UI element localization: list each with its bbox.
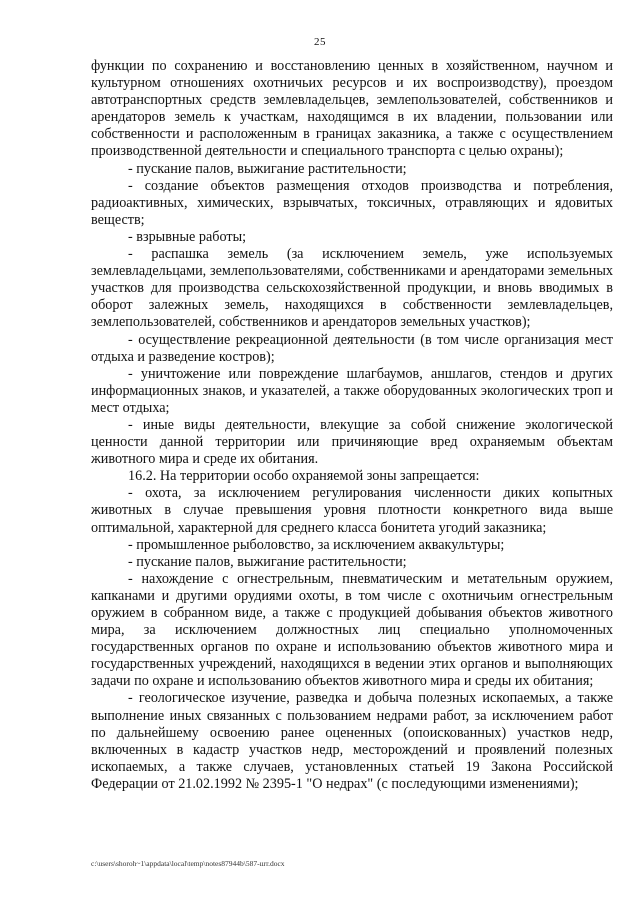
list-item: - уничтожение или повреждение шлагбаумов, аншлагов, стендов и других информационных знаков, и указателей, а также оборудованных экологических троп и мест отдыха; <box>91 365 613 416</box>
list-item: - пускание палов, выжигание растительности; <box>128 160 407 177</box>
section-heading: 16.2. На территории особо охраняемой зоны запрещается: <box>128 468 480 485</box>
list-item: - нахождение с огнестрельным, пневматическим и метательным оружием, капканами и другими орудиями охоты, в том числе с охотничьим огнестрельным оружием в собранном виде, а также с продукцией добывания объектов животного мира, за исключением должностных лиц специально уполномоченных государственных органов по охране и использованию объектов животного мира и государственных учреждений, находящихся в ведении этих органов и выполняющих задачи по охране и использованию объектов животного мира и среды их обитания; <box>91 570 613 690</box>
page-number: 25 <box>314 36 326 48</box>
list-item: - осуществление рекреационной деятельности (в том числе организация мест отдыха и разведение костров); <box>91 331 613 365</box>
footer-file-path: c:\users\shoroh~1\appdata\local\temp\notes87944b\587-шт.docx <box>91 859 285 868</box>
paragraph: функции по сохранению и восстановлению ценных в хозяйственном, научном и культурном отношениях охотничьих ресурсов и их воспроизводству), проездом автотранспортных средств землевладельцев, землепользователей, собственников и арендаторов земель к участкам, находящимся в их владении, пользовании или собственности и расположенным в границах заказника, а также с осуществлением производственной деятельности и специального транспорта с целью охраны); <box>91 58 613 160</box>
list-item: - взрывные работы; <box>128 228 247 245</box>
list-item: - распашка земель (за исключением земель, уже используемых землевладельцами, землепользователями, собственниками и арендаторами земельных участков для производства сельскохозяйственной продукции, и вновь вводимых в оборот залежных земель, находящихся в собственности землевладельцев, землепользователей, собственников и арендаторов земельных участков); <box>91 246 613 331</box>
list-item: - охота, за исключением регулирования численности диких копытных животных в случае превышения уровня плотности конкретного вида выше оптимальной, характерной для среднего класса бонитета угодий заказника; <box>91 485 613 536</box>
document-body <box>91 58 613 793</box>
list-item: - геологическое изучение, разведка и добыча полезных ископаемых, а также выполнение иных связанных с пользованием недрами работ, за исключением работ по дальнейшему освоению ранее оцененных (опоискованных) участков недр, включенных в кадастр участков недр, месторождений и проявлений полезных ископаемых, а также случаев, установленных статьей 19 Закона Российской Федерации от 21.02.1992 № 2395-1 "О недрах" (с последующими изменениями); <box>91 690 613 792</box>
list-item: - пускание палов, выжигание растительности; <box>128 553 407 570</box>
list-item: - иные виды деятельности, влекущие за собой снижение экологической ценности данной территории или причиняющие вред охраняемым объектам животного мира и среде их обитания. <box>91 416 613 468</box>
list-item: - промышленное рыболовство, за исключением аквакультуры; <box>128 536 505 553</box>
list-item: - создание объектов размещения отходов производства и потребления, радиоактивных, химических, взрывчатых, токсичных, отравляющих и ядовитых веществ; <box>91 177 613 228</box>
